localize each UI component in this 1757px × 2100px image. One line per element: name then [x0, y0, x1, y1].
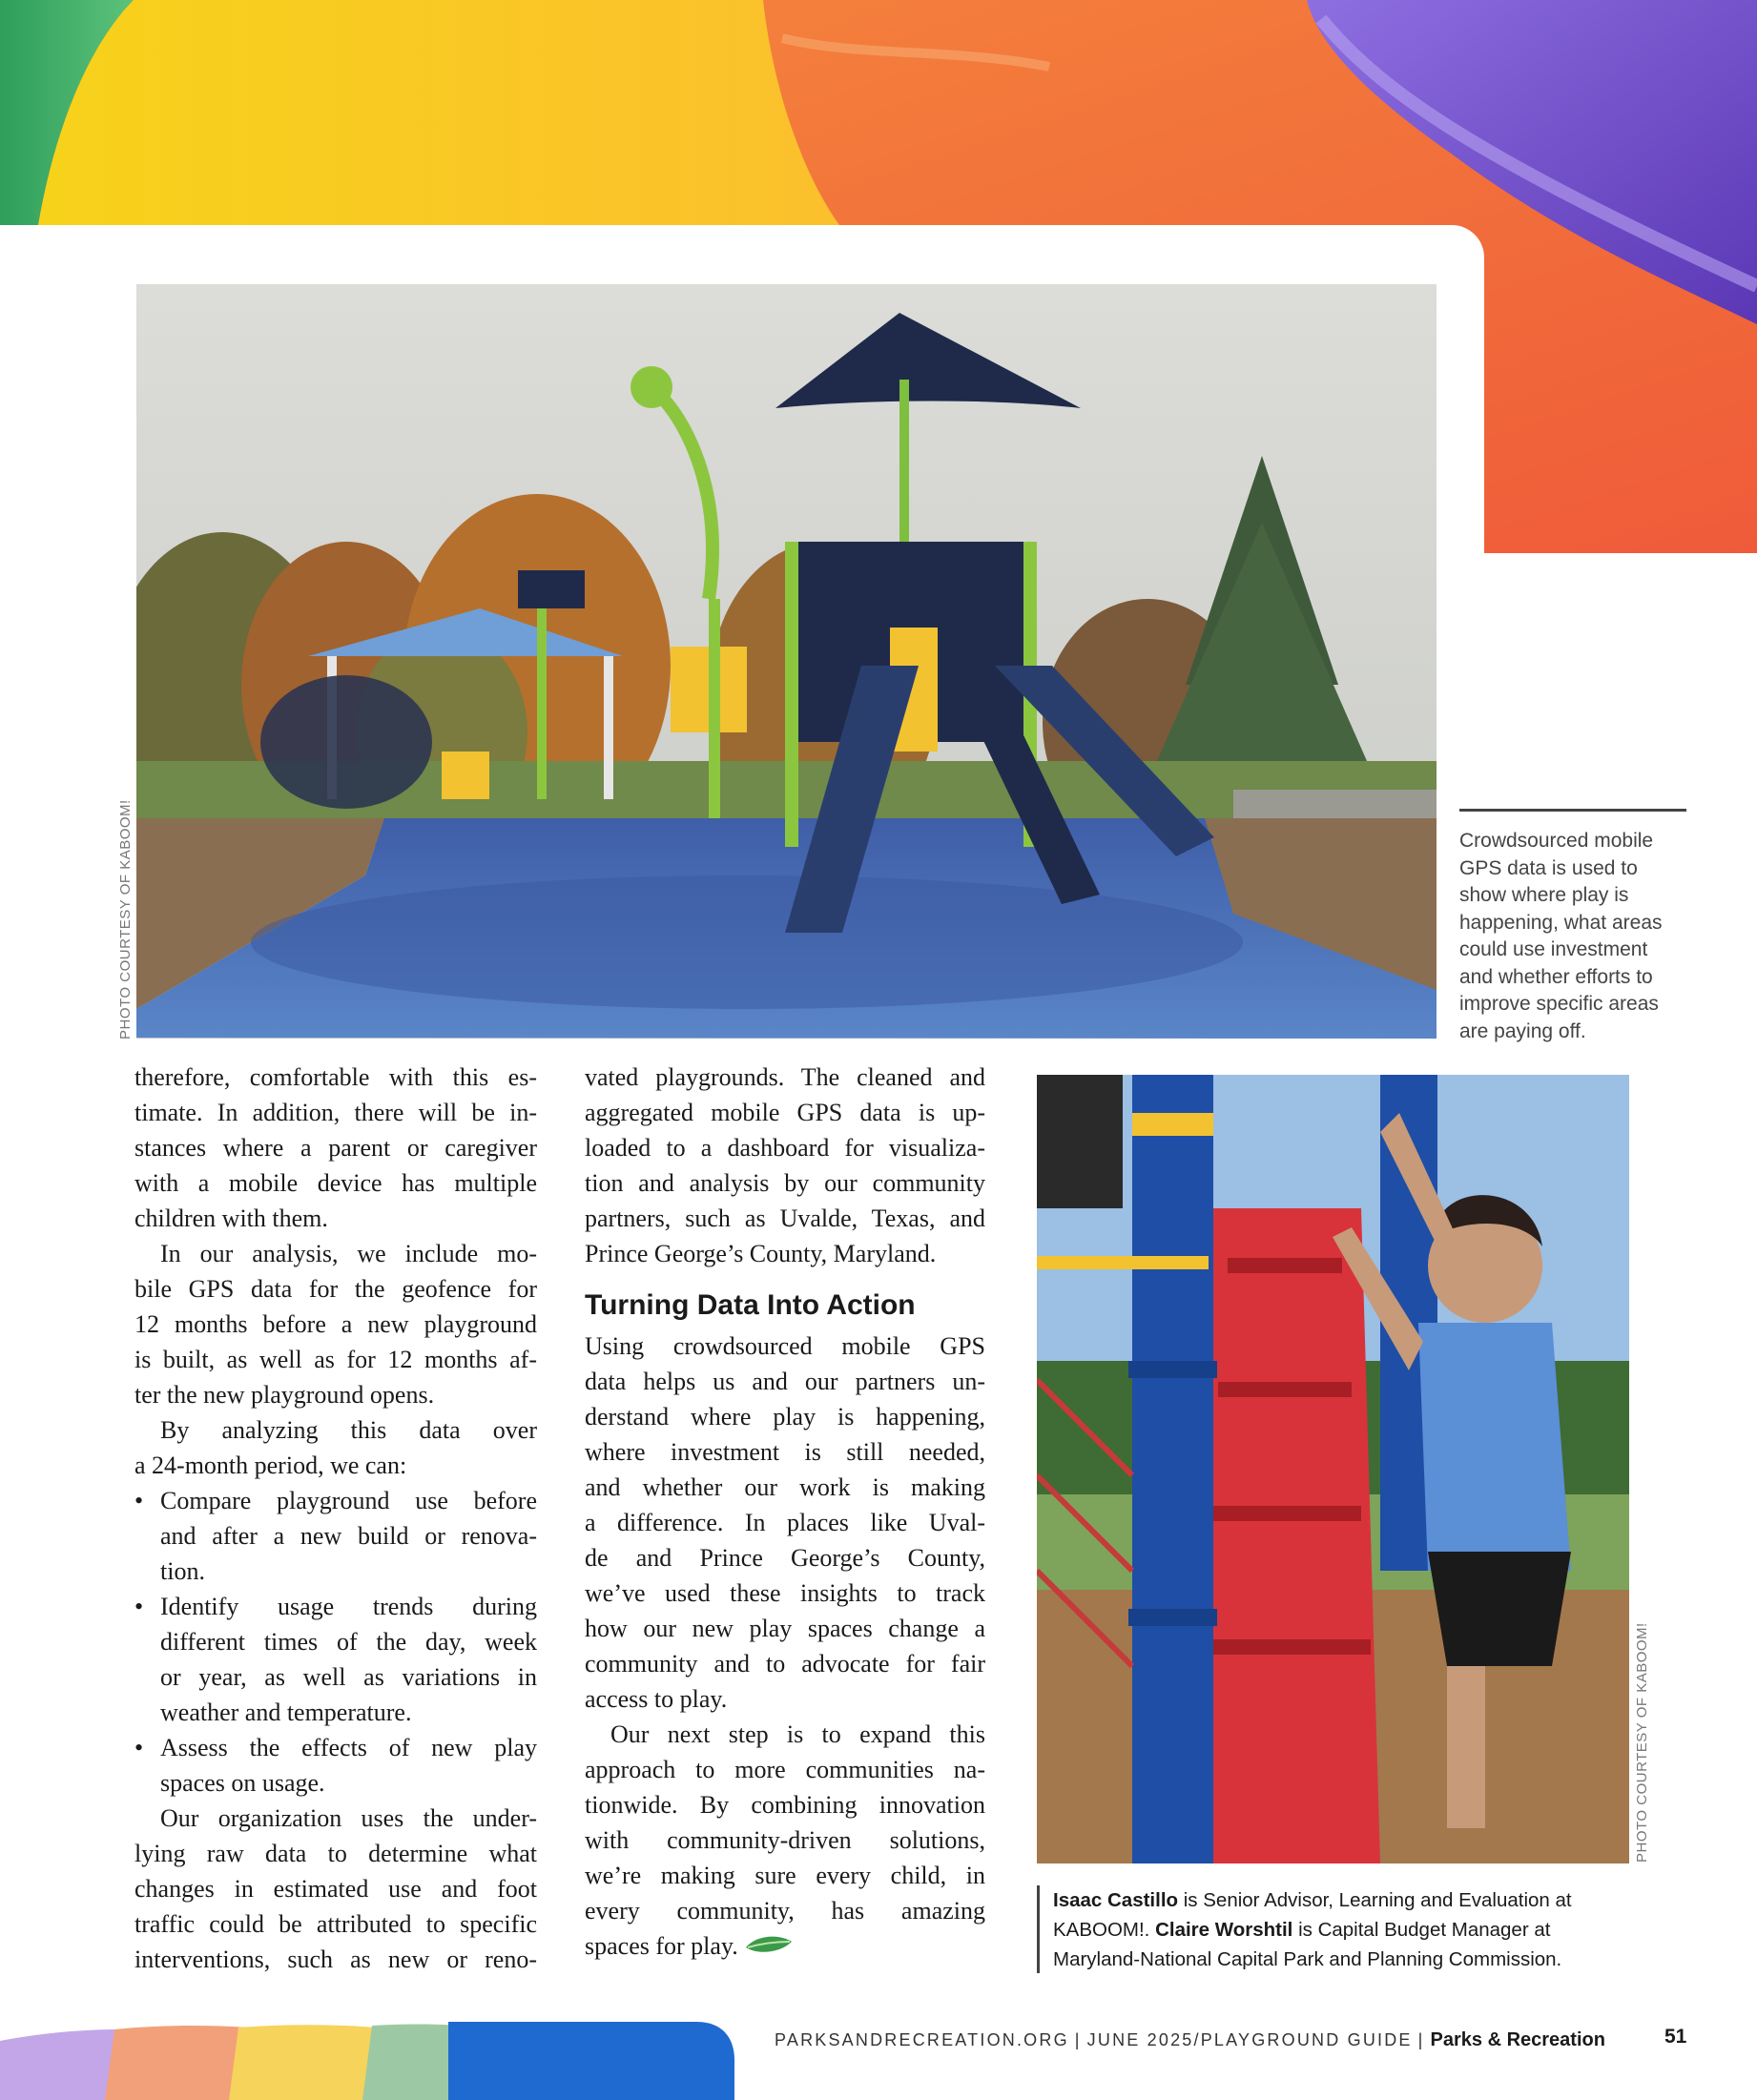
author-bio [1053, 1885, 1644, 1974]
text-line: therefore, comfortable with this es- [134, 1063, 537, 1091]
text-line: and after a new build or renova- [160, 1522, 537, 1550]
photo-credit-top: PHOTO COURTESY OF KABOOM! [117, 799, 134, 1040]
text-line: every community, has amazing [585, 1897, 985, 1925]
text-line: Prince George’s County, Maryland. [585, 1240, 937, 1267]
text-line: where investment is still needed, [585, 1438, 985, 1466]
page-footer [775, 2029, 1605, 2051]
bullet-marker: • [134, 1593, 144, 1620]
bullet-text: Compare playground use before [160, 1487, 537, 1514]
bullet-item [134, 1483, 537, 1589]
text-line: approach to more communities na- [585, 1756, 985, 1783]
text-line: loaded to a dashboard for visualiza- [585, 1134, 985, 1162]
footer-divider: | [1074, 2030, 1082, 2049]
text-line: how our new play spaces change a [585, 1615, 985, 1642]
text-line: access to play. [585, 1685, 728, 1713]
caption-line: are paying off. [1459, 1019, 1586, 1042]
bullet-marker: • [134, 1734, 144, 1761]
photo-credit-right: PHOTO COURTESY OF KABOOM! [1634, 1622, 1650, 1863]
bio-text: Maryland-National Capital Park and Planning Commission. [1053, 1948, 1562, 1970]
text-line: weather and temperature. [160, 1699, 412, 1726]
bullet-text: Identify usage trends during [160, 1593, 537, 1620]
footer-divider: | [1417, 2030, 1425, 2049]
caption-line: and whether efforts to [1459, 965, 1653, 988]
text-line: with a mobile device has multiple [134, 1169, 537, 1197]
text-line: ter the new playground opens. [134, 1381, 435, 1409]
text-line: traffic could be attributed to specific [134, 1910, 537, 1938]
text-line: de and Prince George’s County, [585, 1544, 985, 1572]
decorative-footer-band [0, 2022, 734, 2100]
bullet-text: Assess the effects of new play [160, 1734, 537, 1761]
text-line: is built, as well as for 12 months af- [134, 1346, 537, 1373]
bio-text: is Senior Advisor, Learning and Evaluation at [1178, 1889, 1572, 1911]
text-line: we’re making sure every child, in [585, 1862, 985, 1889]
section-heading: Turning Data Into Action [585, 1289, 916, 1321]
caption-line: could use investment [1459, 938, 1648, 960]
text-line: a 24-month period, we can: [134, 1451, 407, 1479]
caption-line: Crowdsourced mobile [1459, 830, 1654, 852]
playground-photo [136, 284, 1437, 1039]
text-line: Using crowdsourced mobile GPS [585, 1332, 985, 1360]
text-line: By analyzing this data over [160, 1416, 537, 1444]
footer-issue: JUNE 2025/PLAYGROUND GUIDE [1086, 2030, 1413, 2049]
caption-line: improve specific areas [1459, 993, 1659, 1015]
text-line: children with them. [134, 1204, 328, 1232]
text-line: Our next step is to expand this [610, 1720, 985, 1748]
child-climbing-photo [1037, 1075, 1629, 1863]
bullet-item [134, 1589, 537, 1730]
text-line: timate. In addition, there will be in- [134, 1099, 537, 1126]
text-line: or year, as well as variations in [160, 1663, 537, 1691]
text-line: with community-driven solutions, [585, 1826, 985, 1854]
author-name: Isaac Castillo [1053, 1889, 1179, 1911]
text-line: vated playgrounds. The cleaned and [585, 1063, 985, 1091]
bio-rule [1037, 1885, 1040, 1973]
text-line: lying raw data to determine what [134, 1840, 537, 1867]
page-number: 51 [1664, 2026, 1687, 2048]
bullet-marker: • [134, 1487, 144, 1514]
text-line: aggregated mobile GPS data is up- [585, 1099, 985, 1126]
text-line: In our analysis, we include mo- [160, 1240, 537, 1267]
caption-line: show where play is [1459, 884, 1629, 906]
author-name: Claire Worshtil [1155, 1919, 1293, 1941]
text-line: data helps us and our partners un- [585, 1368, 985, 1395]
bio-text: KABOOM!. [1053, 1919, 1156, 1941]
text-line: tion and analysis by our community [585, 1169, 985, 1197]
bio-text: is Capital Budget Manager at [1292, 1919, 1551, 1941]
text-line: derstand where play is happening, [585, 1403, 985, 1431]
text-line: partners, such as Uvalde, Texas, and [585, 1204, 985, 1232]
footer-site: PARKSANDRECREATION.ORG [775, 2030, 1069, 2049]
caption-rule [1459, 809, 1686, 812]
text-line: bile GPS data for the geofence for [134, 1275, 537, 1303]
text-line: stances where a parent or caregiver [134, 1134, 537, 1162]
caption-line: GPS data is used to [1459, 856, 1638, 879]
caption-line: happening, what areas [1459, 911, 1663, 934]
photo-caption [1459, 828, 1698, 1045]
article-column-left [134, 1060, 537, 1977]
text-line: spaces for play. [585, 1932, 738, 1960]
text-line: and whether our work is making [585, 1473, 985, 1501]
text-line: interventions, such as new or reno- [134, 1946, 537, 1973]
text-line: spaces on usage. [160, 1769, 325, 1797]
text-line: 12 months before a new playground [134, 1310, 537, 1338]
text-line: community and to advocate for fair [585, 1650, 985, 1678]
footer-brand: Parks & Recreation [1430, 2029, 1605, 2050]
text-line: we’ve used these insights to track [585, 1579, 985, 1607]
text-line: tion. [160, 1557, 205, 1585]
text-line: Our organization uses the under- [160, 1804, 537, 1832]
article-column-middle [585, 1060, 985, 1964]
bullet-item [134, 1730, 537, 1801]
text-line: tionwide. By combining innovation [585, 1791, 985, 1819]
text-line: a difference. In places like Uval- [585, 1509, 985, 1536]
text-line: changes in estimated use and foot [134, 1875, 537, 1903]
leaf-end-icon [744, 1931, 794, 1966]
text-line: different times of the day, week [160, 1628, 537, 1656]
